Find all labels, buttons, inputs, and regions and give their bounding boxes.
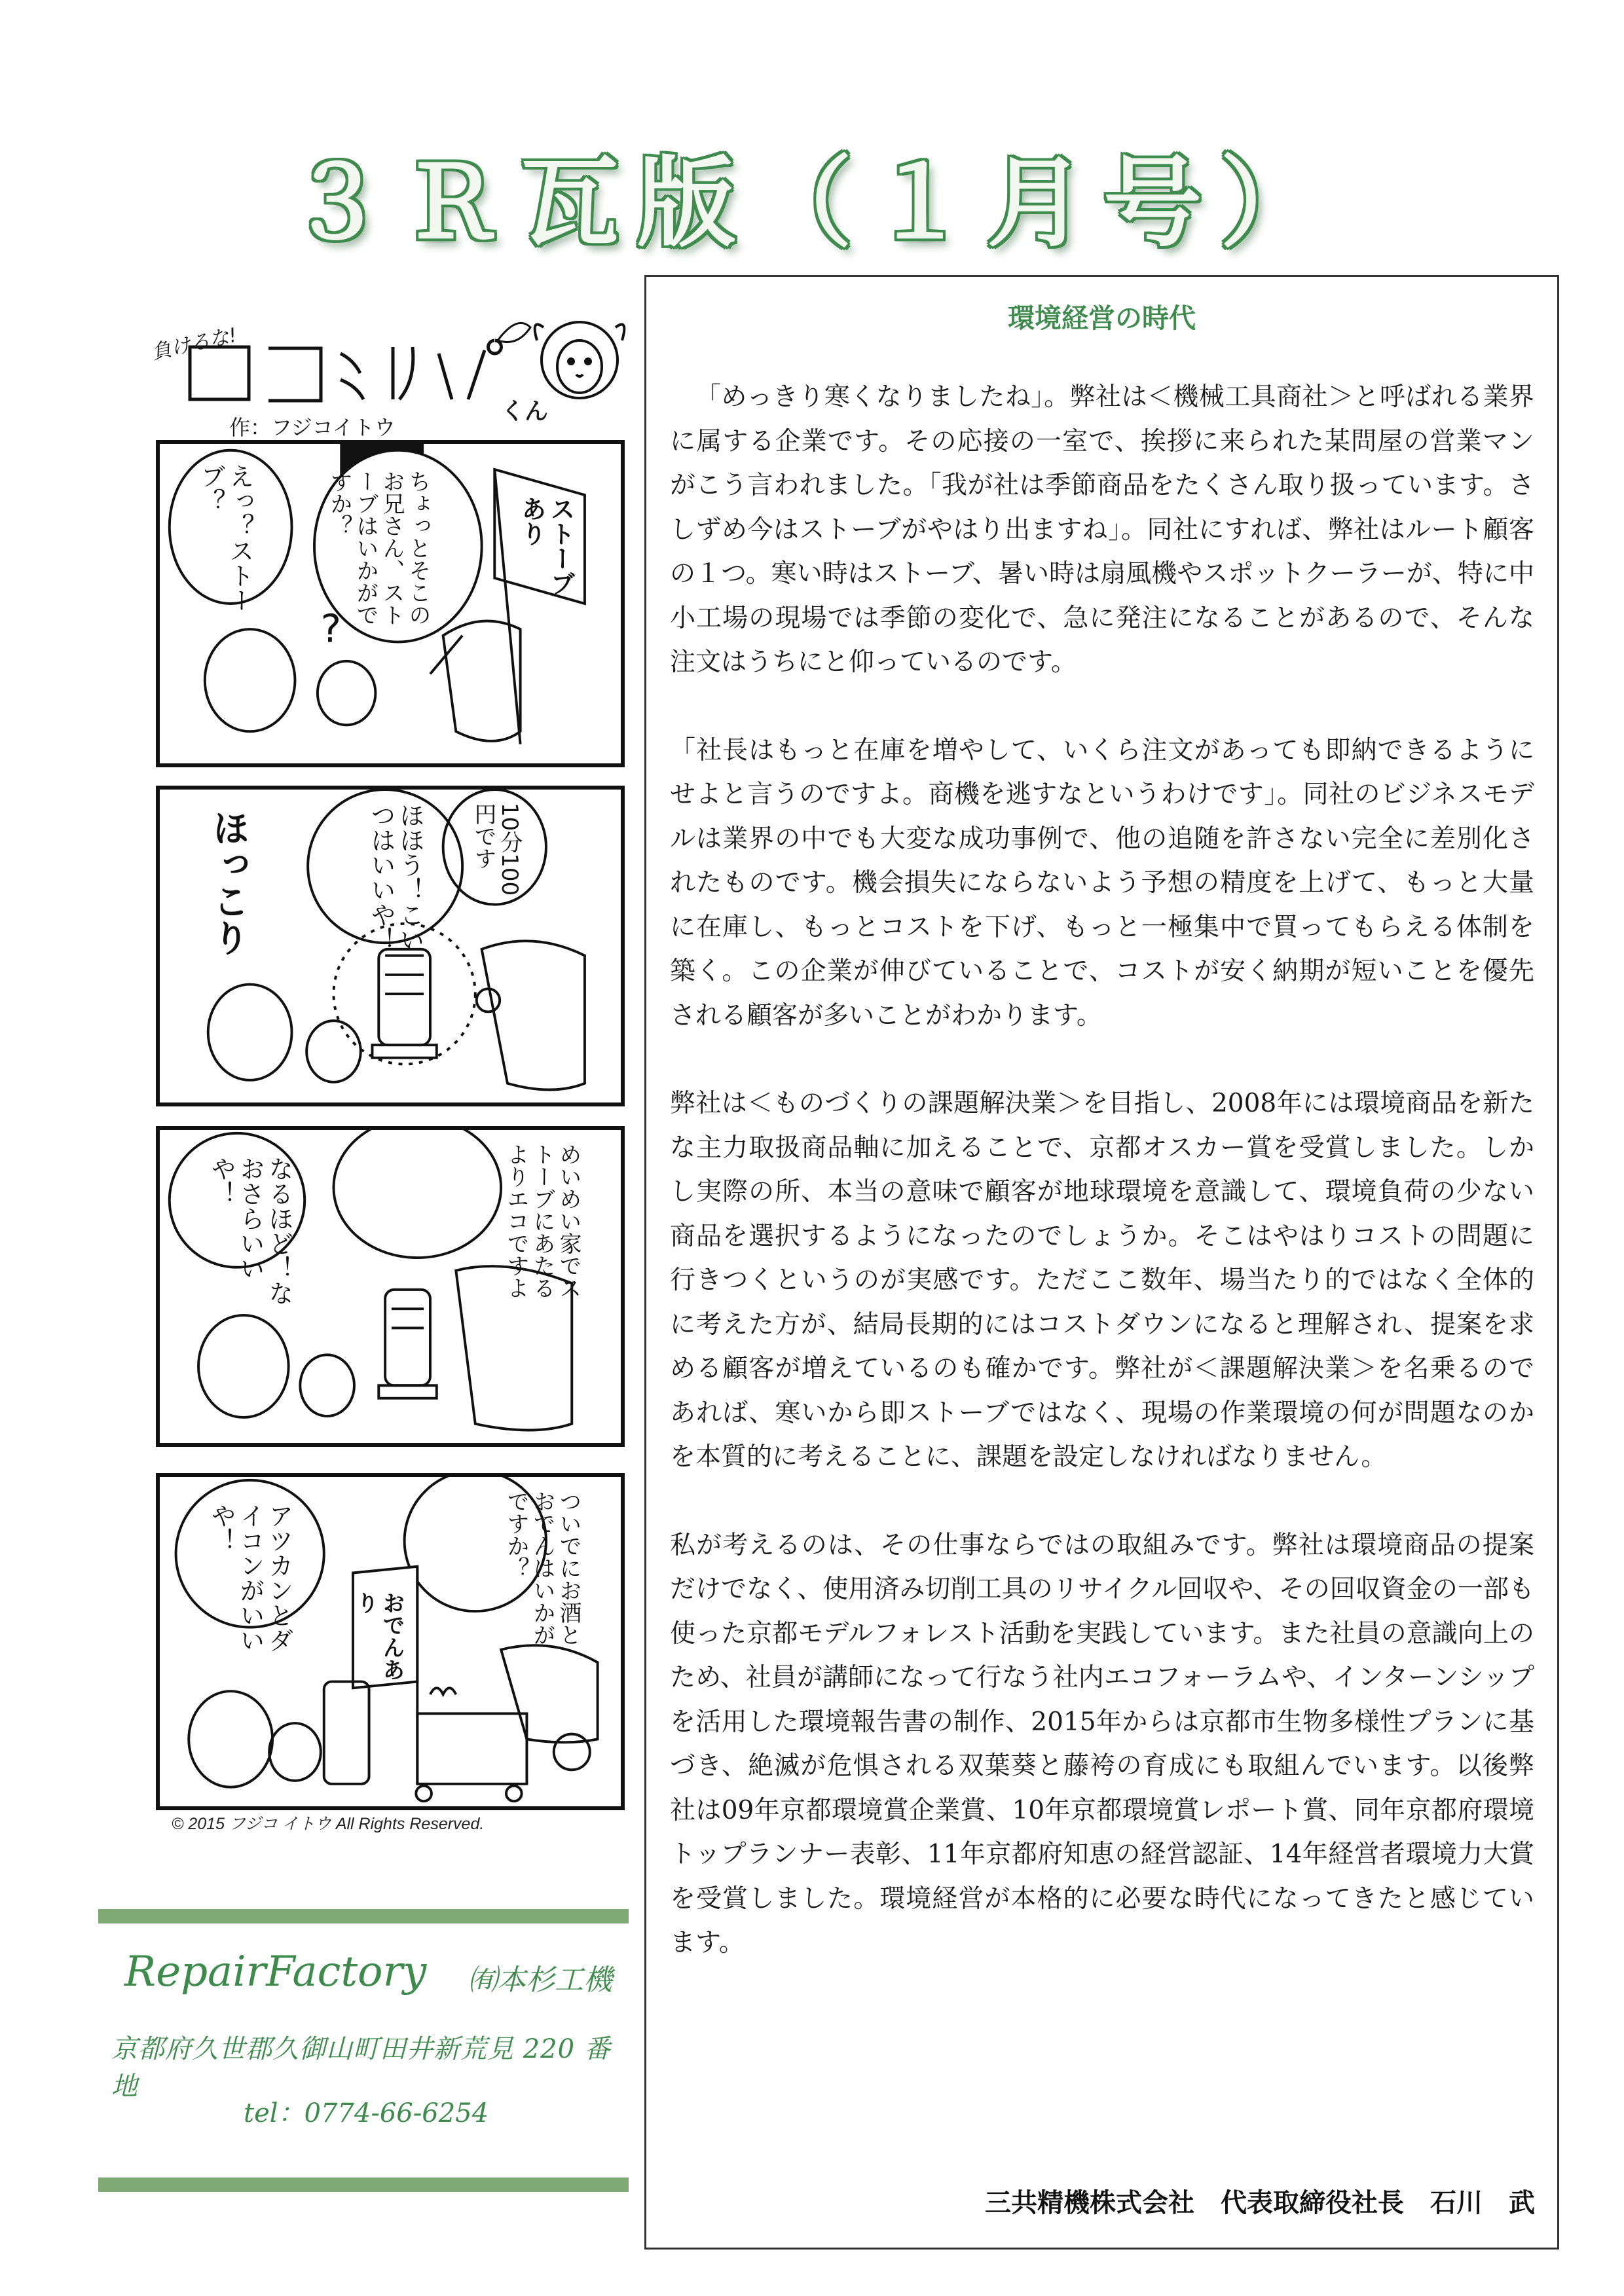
article-paragraph: 弊社は＜ものづくりの課題解決業＞を目指し、2008年には環境商品を新たな主力取扱商品軸に加えることで、京都オスカー賞を受賞しました。しかし実際の所、本当の意味で顧客が地球環境を意識して、環境負荷の少ない商品を選択するようになったのでしょうか。そこはやはりコストの問題に行きつくというのが実感です。ただここ数年、場当たり的ではなく全体的に考えた方が、結局長期的にはコストダウンになると理解され、提案を求める顧客が増えているのも確かです。弊社が＜課題解決業＞を名乗るのであれば、寒いから即ストーブではなく、現場の作業環境の何が問題なのかを本質的に考えることに、課題を設定しなければなりません。 — [670, 1089, 1534, 1472]
article-signature: 三共精機株式会社 代表取締役社長 石川 武 — [985, 2188, 1535, 2218]
leaf-icon — [498, 323, 530, 342]
speech-bubble: ほほう！こいつはいいや！ — [367, 803, 424, 952]
speech-bubble: アツカンとダイコンがいいや！ — [207, 1503, 293, 1652]
speech-bubble: ついでにお酒とおでんはいかがですか？ — [503, 1490, 581, 1646]
divider-bar-top — [98, 1909, 629, 1923]
comic-panel-3 — [156, 1126, 625, 1447]
speech-bubble: 10分100円です — [470, 803, 523, 896]
article-paragraph: 「社長はもっと在庫を増やして、いくら注文があっても即納できるようにせよと言うのですよ。商機を逃すなというわけです」。同社のビジネスモデルは業界の中でも大変な成功事例で、他の追随を許さない完全に差別化されたものです。機会損失にならないよう予想の精度を上げて、もっと大量に在庫し、もっとコストを下げ、もっと一極集中で買ってもらえる体制を築く。この企業が伸びていることで、コストが安く納期が短いことを優先される顧客が多いことがわかります。 — [670, 735, 1534, 1030]
company-tel: tel：0774-66-6254 — [244, 2098, 489, 2128]
divider-bar-bottom — [98, 2178, 629, 2192]
comic-panel-2 — [156, 786, 625, 1106]
company-name-en: RepairFactory — [124, 1948, 427, 1996]
comic-kicker: 負けるな! — [149, 323, 239, 365]
sign-text: おでんあり — [352, 1592, 405, 1681]
speech-bubble: えっ？ストーブ？ — [196, 464, 254, 613]
comic-title-art — [190, 340, 502, 401]
comic-panel-1 — [156, 440, 625, 767]
speech-bubble: めいめい家でストーブにあたるよりエコですよ — [503, 1143, 581, 1299]
company-address: 京都府久世郡久御山町田井新荒見 220 番地 — [111, 2034, 611, 2102]
article-box — [644, 275, 1559, 2250]
article-title: 環境経営の時代 — [1008, 302, 1196, 334]
sign-text: ストーブあり — [517, 496, 575, 596]
svg-text:?: ? — [320, 606, 342, 651]
speech-bubble: ちょっとそこのお兄さん、ストーブはいかがですか？ — [326, 470, 431, 626]
article-body — [670, 375, 1534, 2009]
page-title: ３Ｒ瓦版（１月号） — [287, 145, 1337, 261]
comic-header — [144, 301, 629, 439]
article-paragraph: 「めっきり寒くなりましたね」。弊社は＜機械工具商社＞と呼ばれる業界に属する企業です。その応接の一室で、挨拶に来られた某問屋の営業マンがこう言われました。「我が社は季節商品をたくさん取り扱っています。さしずめ今はストーブがやはり出ますね」。同社にすれば、弊社はルート顧客の１つ。寒い時はストーブ、暑い時は扇風機やスポットクーラーが、特に中小工場の現場では季節の変化で、急に発注になることがあるので、そんな注文はうちにと仰っているのです。 — [670, 382, 1534, 677]
article-paragraph: 私が考えるのは、その仕事ならではの取組みです。弊社は環境商品の提案だけでなく、使用済み切削工具のリサイクル回収や、その回収資金の一部も使った京都モデルフォレスト活動を実践しています。また社員の意識向上のため、社員が講師になって行なう社内エコフォーラムや、インターンシップを活用した環境報告書の制作、2015年からは京都市生物多様性プランに基づき、絶滅が危惧される双葉葵と藤袴の育成にも取組んでいます。以後弊社は09年京都環境賞企業賞、10年京都環境賞レポート賞、同年京都府環境トップランナー表彰、11年京都府知恵の経営認証、14年経営者環境力大賞を受賞しました。環境経営が本格的に必要な時代になってきたと感じています。 — [670, 1530, 1534, 1958]
company-name-jp: ㈲本杉工機 — [468, 1963, 612, 1997]
comic-author: 作：フジコイトウ — [229, 415, 396, 440]
dog-mascot-icon — [535, 322, 625, 398]
comic-panel-4 — [156, 1473, 625, 1810]
comic-copyright: © 2015 フジコ イトウ All Rights Reserved. — [172, 1815, 485, 1833]
comic-title-suffix: くん — [501, 398, 549, 425]
speech-bubble: なるほど！なおさらいいや！ — [207, 1156, 293, 1305]
sound-effect-text: ほっこり — [207, 809, 249, 956]
